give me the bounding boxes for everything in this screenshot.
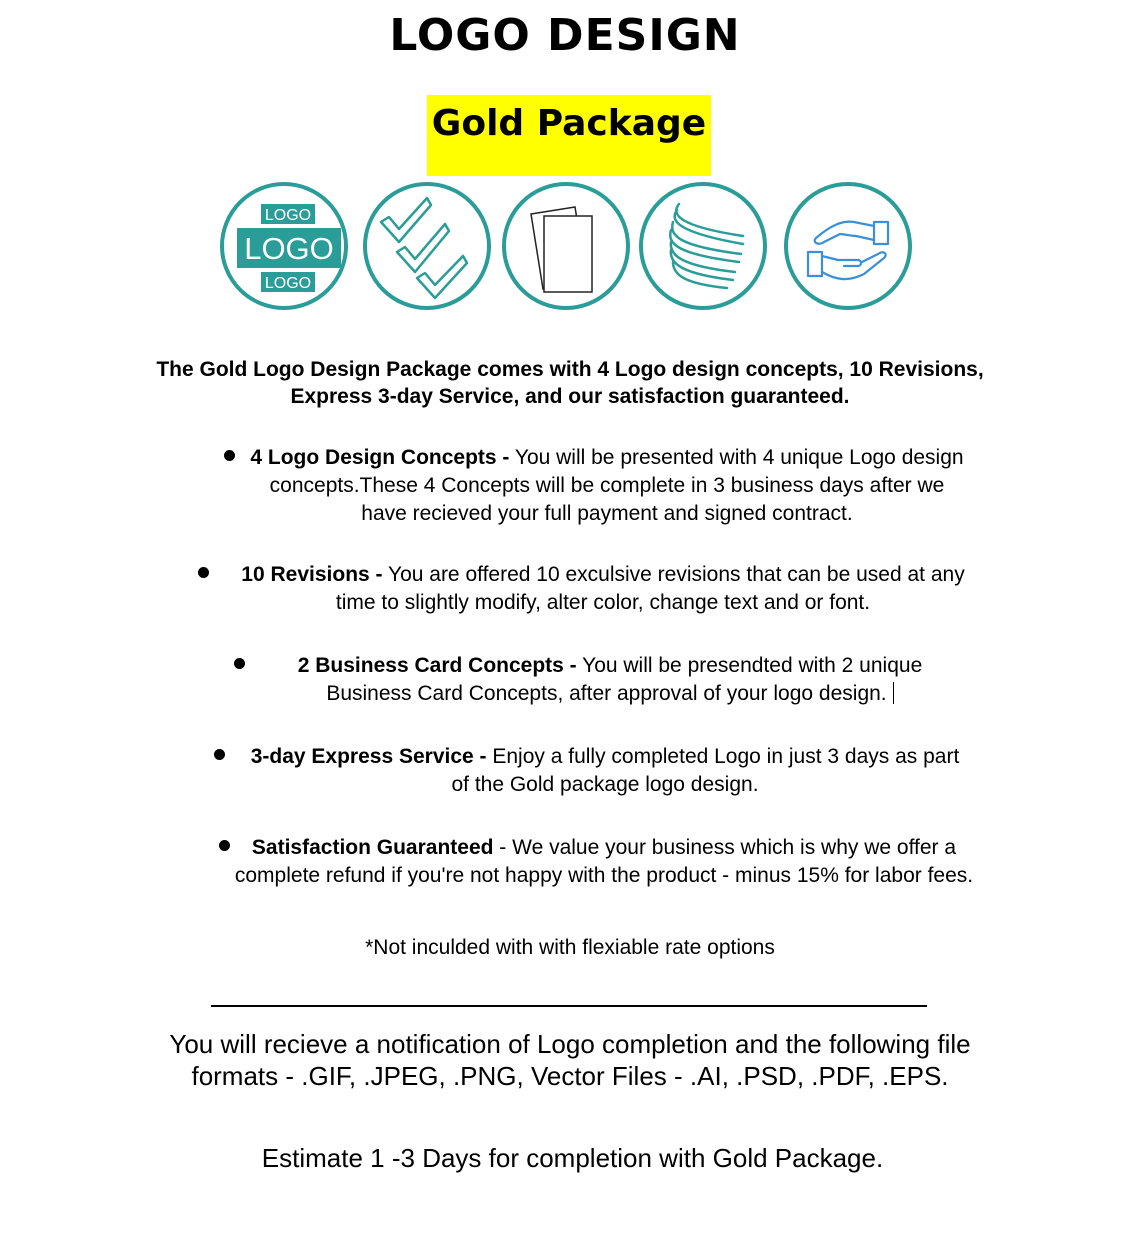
feature-text: Enjoy a fully completed Logo in just 3 days as part of the Gold package logo design. <box>451 745 960 796</box>
divider-line <box>211 1005 927 1007</box>
bullet-dot <box>214 749 225 760</box>
logo-text-small-top: LOGO <box>264 207 312 224</box>
feature-text: You will be presendted with 2 unique Business Card Concepts, after approval of your logo design. <box>326 654 923 705</box>
feature-title: 2 Business Card Concepts - <box>297 654 577 677</box>
feature-text: - We value your business which is why we offer a complete refund if you're not happy with the product - minus 15% for labor fees. <box>234 836 974 887</box>
feature-text: You are offered 10 exculsive revisions that can be used at any time to slightly modify, alter color, change text and or font. <box>335 563 965 614</box>
feature-title: 4 Logo Design Concepts - <box>250 446 510 469</box>
feature-item <box>222 561 984 617</box>
business-cards-icon <box>502 182 630 310</box>
bullet-dot <box>234 658 245 669</box>
text-cursor <box>893 682 894 704</box>
handshake-guarantee-icon <box>784 182 912 310</box>
checkmarks-icon <box>363 182 491 310</box>
package-intro: The Gold Logo Design Package comes with 4 Logo design concepts, 10 Revisions, Express 3-day Service, and our satisfaction guaranteed. <box>156 358 984 408</box>
feature-item <box>240 743 970 799</box>
logo-samples-icon <box>220 182 348 310</box>
completion-estimate: Estimate 1 -3 Days for completion with Gold Package. <box>261 1143 884 1173</box>
feature-text: You will be presented with 4 unique Logo design concepts.These 4 Concepts will be complete in 3 business days after we have recieved your full payment and signed contract. <box>269 446 964 525</box>
feature-icons-row <box>220 182 920 316</box>
rate-options-note: *Not inculded with with flexiable rate options <box>365 936 775 959</box>
express-speed-icon <box>639 182 767 310</box>
feature-item <box>224 834 984 890</box>
feature-title: Satisfaction Guaranteed <box>251 836 494 859</box>
logo-text-small-bottom: LOGO <box>264 275 312 292</box>
bullet-dot <box>219 840 230 851</box>
bullet-dot <box>198 567 209 578</box>
page-title: LOGO DESIGN <box>389 10 741 61</box>
feature-item <box>260 652 960 708</box>
package-badge: Gold Package <box>427 95 711 176</box>
file-formats-text: You will recieve a notification of Logo completion and the following file formats - .GIF, .JPEG, .PNG, Vector Files - .AI, .PSD, .PDF, .EPS. <box>169 1029 971 1091</box>
feature-title: 10 Revisions - <box>241 563 383 586</box>
feature-title: 3-day Express Service - <box>250 745 487 768</box>
bullet-dot <box>224 450 235 461</box>
logo-text-large: LOGO <box>244 231 334 266</box>
feature-item <box>246 444 968 528</box>
